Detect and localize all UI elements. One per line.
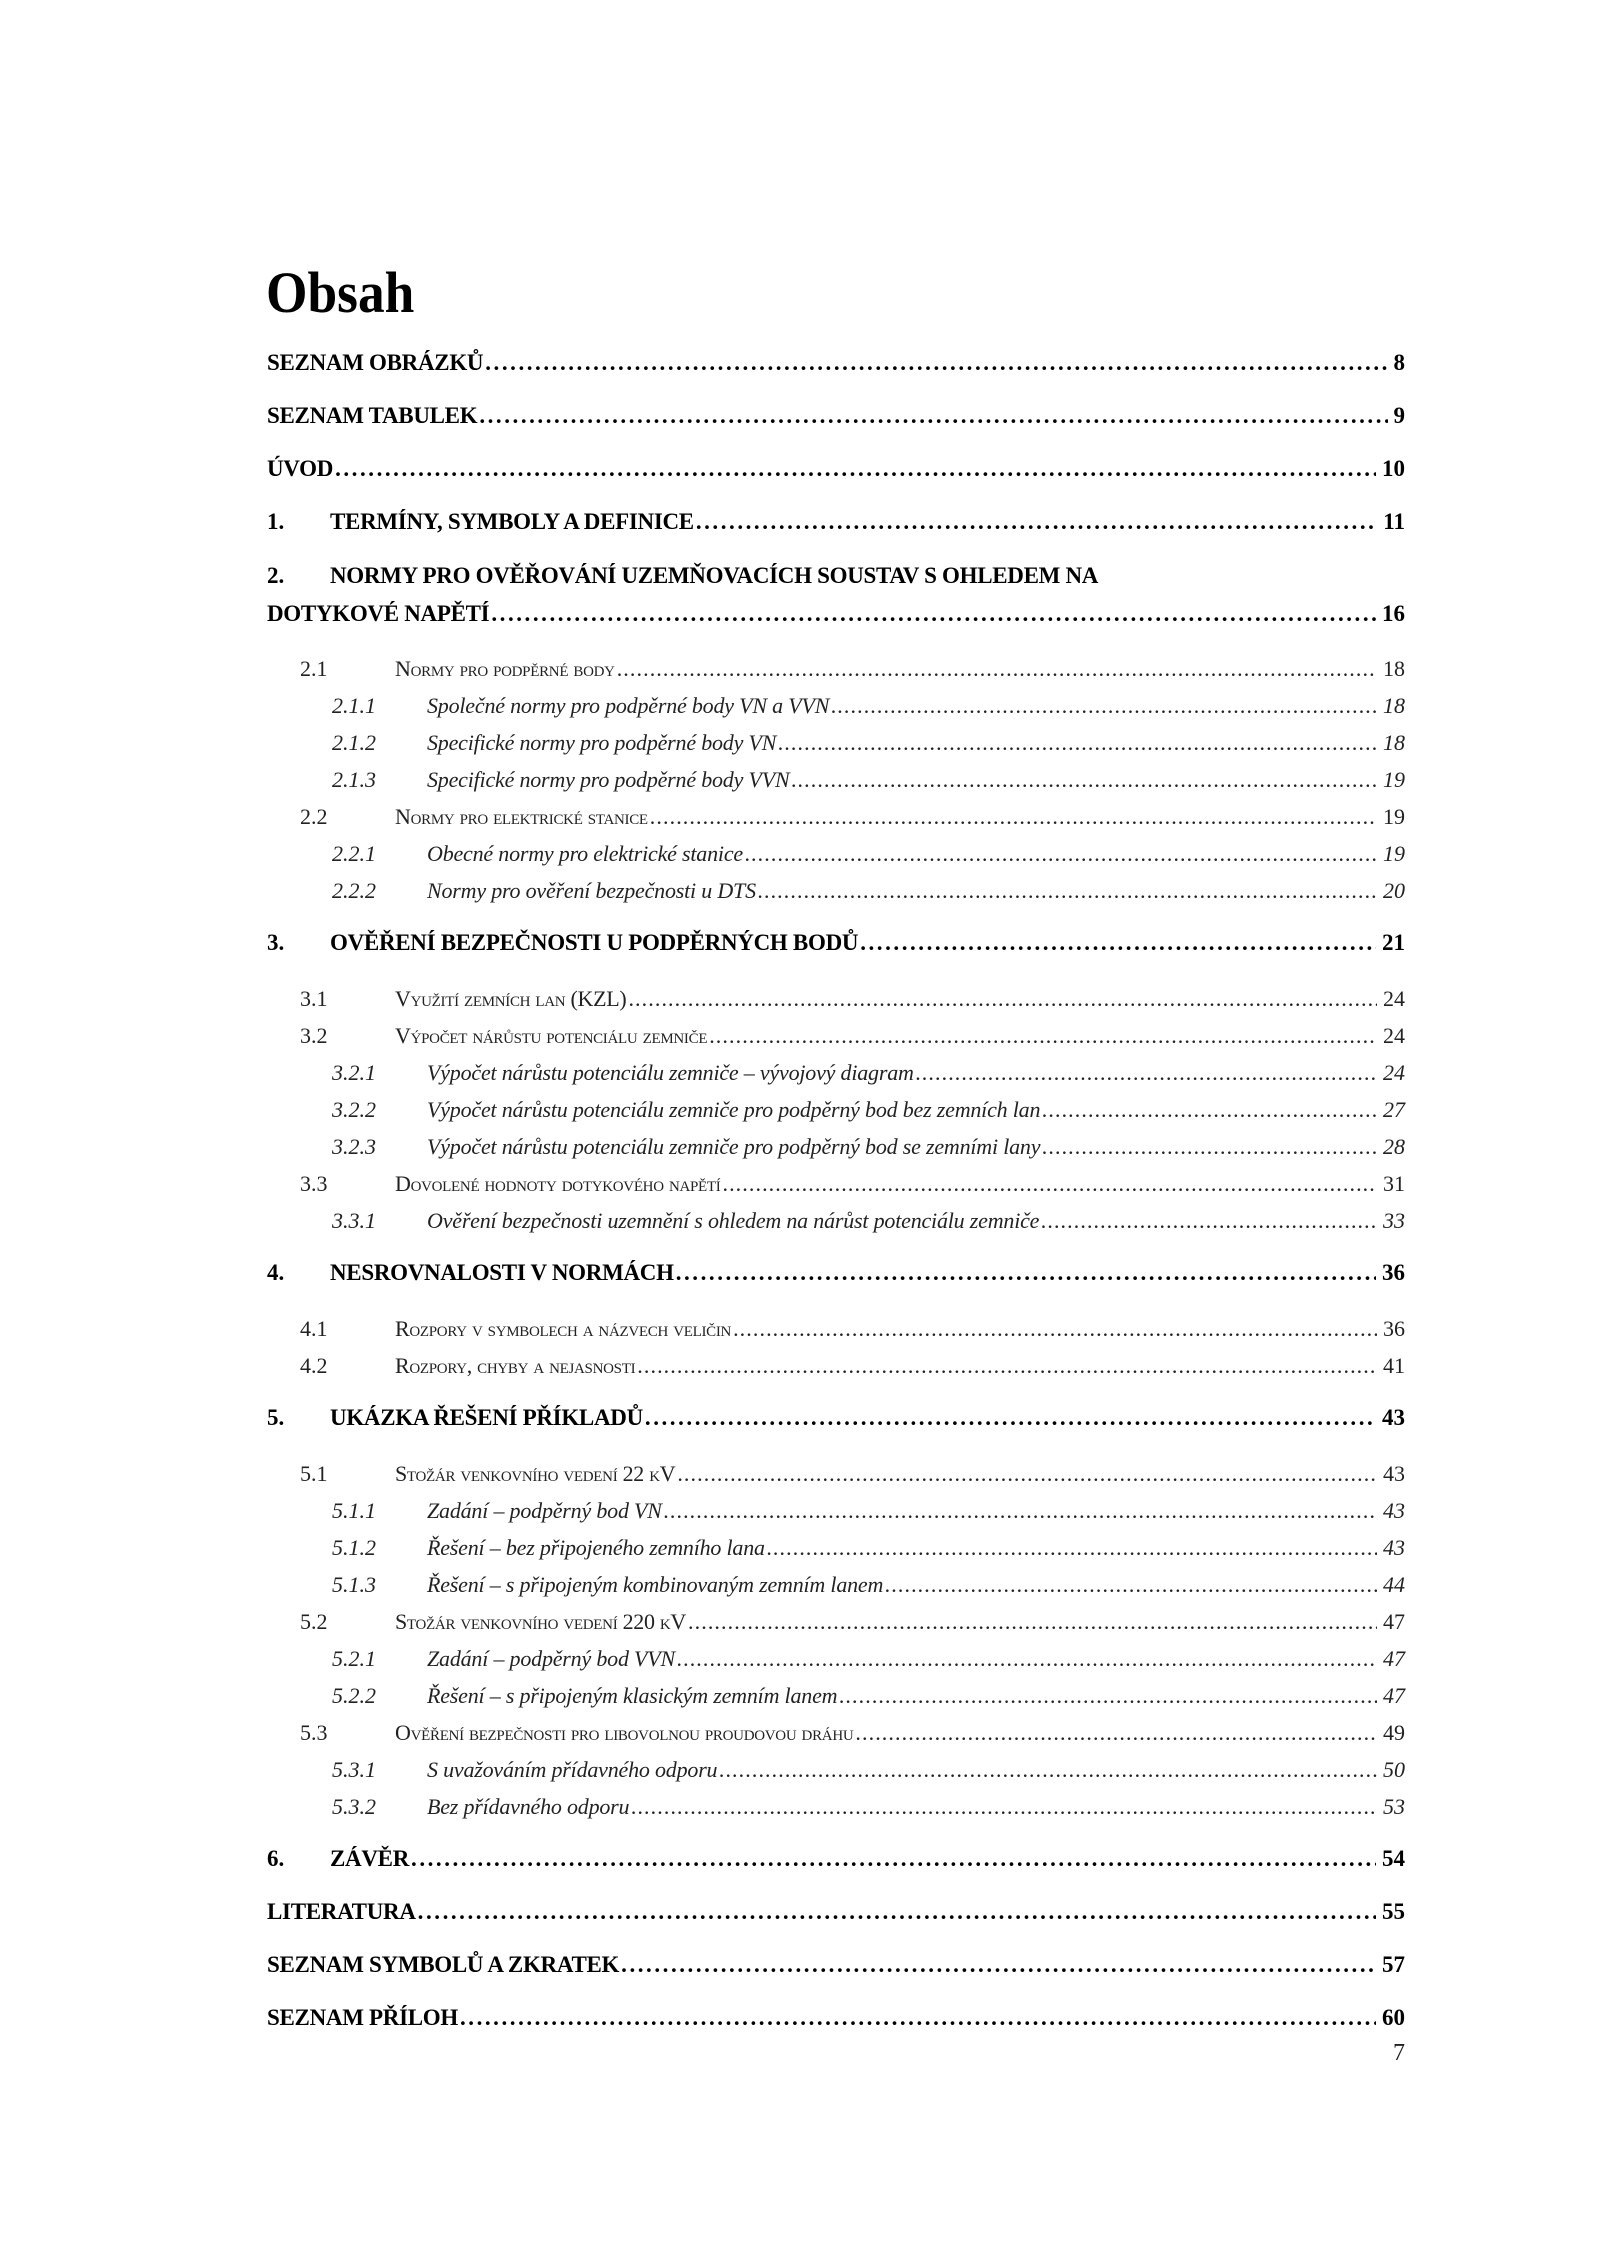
toc-entry-page: 36 [1383,1316,1405,1341]
dot-leader [479,403,1387,429]
dot-leader [1042,1134,1377,1160]
toc-entry-page: 49 [1383,1720,1405,1745]
toc-entry-2-2-1[interactable] [332,841,1405,867]
toc-entry-number: 4.1 [300,1316,328,1341]
toc-entry-2-1-2[interactable] [332,730,1405,756]
dot-leader [621,1952,1376,1978]
toc-entry-title: Výpočet nárůstu potenciálu zemniče [395,1023,708,1048]
toc-entry-title: LITERATURA [267,1899,416,1924]
dot-leader [916,1060,1377,1086]
toc-entry-title: Společné normy pro podpěrné body VN a VVN [427,693,830,718]
toc-entry-page: 54 [1382,1846,1405,1871]
dot-leader [491,601,1376,627]
toc-entry-number: 2.2.2 [332,878,376,903]
toc-entry-2-1-1[interactable] [332,693,1405,719]
dot-leader [418,1899,1376,1925]
toc-entry-title: Obecné normy pro elektrické stanice [427,841,743,866]
toc-entry-number: 3.3.1 [332,1208,376,1233]
toc-entry-page: 43 [1383,1498,1405,1523]
toc-entry-title: SEZNAM SYMBOLŮ A ZKRATEK [267,1952,620,1977]
toc-entry-number: 3.2.3 [332,1134,376,1159]
dot-leader [722,1171,1377,1197]
toc-entry-page: 24 [1383,1023,1405,1048]
toc-entry-title: Výpočet nárůstu potenciálu zemniče – vývojový diagram [427,1060,914,1085]
dot-leader [855,1720,1377,1746]
dot-leader [696,509,1377,535]
toc-entry-title: S uvažováním přídavného odporu [427,1757,718,1782]
dot-leader [860,930,1376,956]
toc-entry-title: Stožár venkovního vedení 220 kV [395,1609,687,1634]
toc-entry-page: 43 [1383,1461,1405,1486]
dot-leader [335,456,1376,482]
toc-entry-page: 18 [1383,656,1405,681]
toc-entry-title: ZÁVĚR [330,1846,410,1871]
dot-leader [1041,1208,1377,1234]
dot-leader [664,1498,1377,1524]
toc-entry-page: 50 [1383,1757,1405,1782]
toc-entry-page: 21 [1382,930,1405,955]
dot-leader [650,804,1377,830]
toc-entry-2-2[interactable] [300,804,1405,830]
dot-leader [767,1535,1377,1561]
toc-entry-title: Specifické normy pro podpěrné body VVN [427,767,790,792]
toc-entry-chapter-1[interactable] [267,509,1405,535]
toc-entry-number: 5.2 [300,1609,328,1634]
toc-entry-page: 24 [1383,986,1405,1011]
toc-entry-5-2[interactable] [300,1609,1405,1635]
toc-entry-number: 5.3 [300,1720,328,1745]
dot-leader [758,878,1377,904]
dot-leader [628,986,1377,1012]
dot-leader [688,1609,1377,1635]
toc-entry-5-1-1[interactable] [332,1498,1405,1524]
toc-entry-seznam-obrazku[interactable] [267,350,1405,376]
toc-entry-title: Stožár venkovního vedení 22 kV [395,1461,676,1486]
toc-entry-title: Zadání – podpěrný bod VN [427,1498,662,1523]
toc-entry-title: Specifické normy pro podpěrné body VN [427,730,777,755]
toc-entry-title: Zadání – podpěrný bod VVN [427,1646,675,1671]
toc-entry-title: ÚVOD [267,456,334,481]
dot-leader [677,1646,1377,1672]
toc-entry-number: 5.3.2 [332,1794,376,1819]
toc-entry-title: Rozpory v symbolech a názvech veličin [395,1316,732,1341]
toc-entry-number: 4.2 [300,1353,328,1378]
toc-entry-page: 47 [1383,1683,1405,1708]
dot-leader [460,2005,1376,2031]
dot-leader [617,656,1377,682]
toc-entry-number: 3.2 [300,1023,328,1048]
toc-entry-page: 18 [1383,693,1405,718]
toc-entry-title: SEZNAM PŘÍLOH [267,2005,458,2030]
dot-leader [411,1846,1376,1872]
toc-entry-number: 5.3.1 [332,1757,376,1782]
dot-leader [791,767,1377,793]
dot-leader [485,350,1387,376]
dot-leader [733,1316,1377,1342]
toc-entry-5-3[interactable] [300,1720,1405,1746]
toc-entry-number: 5.2.2 [332,1683,376,1708]
toc-entry-number: 2.1.1 [332,693,376,718]
toc-entry-title: Výpočet nárůstu potenciálu zemniče pro podpěrný bod se zemními lany [427,1134,1041,1159]
toc-entry-5-2-2[interactable] [332,1683,1405,1709]
toc-entry-number: 3. [267,930,285,955]
toc-entry-page: 43 [1383,1535,1405,1560]
toc-entry-5-3-2[interactable] [332,1794,1405,1820]
dot-leader [637,1353,1377,1379]
toc-entry-number: 3.2.2 [332,1097,376,1122]
toc-entry-number: 6. [267,1846,285,1871]
toc-entry-title-line2: DOTYKOVÉ NAPĚTÍ [267,601,490,626]
dot-leader [745,841,1377,867]
toc-entry-4-1[interactable] [300,1316,1405,1342]
toc-entry-2-1-3[interactable] [332,767,1405,793]
toc-entry-page: 24 [1383,1060,1405,1085]
toc-entry-title: Normy pro podpěrné body [395,656,615,681]
toc-entry-2-2-2[interactable] [332,878,1405,904]
toc-entry-page: 8 [1393,350,1405,375]
page-number: 7 [1393,2040,1405,2066]
toc-entry-3-3[interactable] [300,1171,1405,1197]
toc-entry-page: 41 [1383,1353,1405,1378]
toc-entry-5-3-1[interactable] [332,1757,1405,1783]
toc-entry-chapter-2[interactable] [267,563,1405,627]
toc-entry-seznam-tabulek[interactable] [267,403,1405,429]
toc-entry-3-1[interactable] [300,986,1405,1012]
toc-entry-title: Normy pro ověření bezpečnosti u DTS [427,878,756,903]
toc-entry-page: 31 [1383,1171,1405,1196]
toc-entry-page: 27 [1383,1097,1405,1122]
dot-leader [831,693,1377,719]
toc-entry-page: 36 [1382,1260,1405,1285]
toc-entry-3-2[interactable] [300,1023,1405,1049]
toc-entry-5-1-2[interactable] [332,1535,1405,1561]
toc-entry-number: 2.1.3 [332,767,376,792]
toc-entry-uvod[interactable] [267,456,1405,482]
toc-entry-5-1-3[interactable] [332,1572,1405,1598]
toc-entry-page: 28 [1383,1134,1405,1159]
toc-entry-number: 5.2.1 [332,1646,376,1671]
toc-entry-page: 60 [1382,2005,1405,2030]
toc-entry-number: 5.1 [300,1461,328,1486]
toc-entry-seznam-priloh[interactable] [267,2005,1405,2031]
toc-entry-page: 33 [1383,1208,1405,1233]
toc-entry-5-2-1[interactable] [332,1646,1405,1672]
toc-entry-page: 19 [1383,767,1405,792]
toc-entry-2-1[interactable] [300,656,1405,682]
toc-entry-title: Řešení – s připojeným klasickým zemním lanem [427,1683,838,1708]
toc-entry-number: 3.2.1 [332,1060,376,1085]
toc-entry-chapter-5[interactable] [267,1405,1405,1431]
toc-entry-number: 2.1 [300,656,328,681]
toc-entry-3-2-3[interactable] [332,1134,1405,1160]
page-title: Obsah [266,260,415,325]
dot-leader [778,730,1377,756]
toc-entry-chapter-4[interactable] [267,1260,1405,1286]
toc-entry-seznam-symbolu[interactable] [267,1952,1405,1978]
toc-entry-title: Rozpory, chyby a nejasnosti [395,1353,636,1378]
toc-entry-number: 3.1 [300,986,328,1011]
toc-entry-3-2-2[interactable] [332,1097,1405,1123]
toc-entry-number: 1. [267,509,285,534]
toc-entry-page: 57 [1382,1952,1405,1977]
toc-entry-page: 9 [1393,403,1405,428]
toc-entry-title: Řešení – s připojeným kombinovaným zemním lanem [427,1572,884,1597]
toc-entry-title-line1: NORMY PRO OVĚŘOVÁNÍ UZEMŇOVACÍCH SOUSTAV S OHLEDEM NA [330,563,1099,588]
toc-entry-page: 53 [1383,1794,1405,1819]
toc-entry-3-3-1[interactable] [332,1208,1405,1234]
toc-entry-number: 5.1.2 [332,1535,376,1560]
toc-entry-title: OVĚŘENÍ BEZPEČNOSTI U PODPĚRNÝCH BODŮ [330,930,859,955]
toc-entry-number: 2. [267,563,285,588]
toc-entry-title: SEZNAM TABULEK [267,403,478,428]
toc-entry-literatura[interactable] [267,1899,1405,1925]
dot-leader [1042,1097,1377,1123]
toc-entry-page: 47 [1383,1646,1405,1671]
toc-entry-page: 19 [1383,841,1405,866]
toc-entry-chapter-3[interactable] [267,930,1405,956]
toc-entry-5-1[interactable] [300,1461,1405,1487]
toc-entry-number: 5.1.3 [332,1572,376,1597]
toc-entry-page: 20 [1383,878,1405,903]
toc-entry-title: Výpočet nárůstu potenciálu zemniče pro podpěrný bod bez zemních lan [427,1097,1041,1122]
toc-entry-page: 43 [1382,1405,1405,1430]
toc-entry-4-2[interactable] [300,1353,1405,1379]
toc-entry-title: Dovolené hodnoty dotykového napětí [395,1171,721,1196]
toc-entry-number: 2.1.2 [332,730,376,755]
toc-entry-page: 19 [1383,804,1405,829]
toc-entry-title: Řešení – bez připojeného zemního lana [427,1535,765,1560]
toc-entry-title: TERMÍNY, SYMBOLY A DEFINICE [330,509,694,534]
toc-entry-page: 16 [1382,601,1405,626]
dot-leader [645,1405,1376,1431]
toc-entry-title: Ověření bezpečnosti pro libovolnou proudovou dráhu [395,1720,854,1745]
toc-entry-number: 5.1.1 [332,1498,376,1523]
toc-entry-title: NESROVNALOSTI V NORMÁCH [330,1260,674,1285]
toc-entry-title: Bez přídavného odporu [427,1794,630,1819]
dot-leader [709,1023,1377,1049]
toc-entry-chapter-6[interactable] [267,1846,1405,1872]
toc-entry-page: 47 [1383,1609,1405,1634]
toc-entry-number: 5. [267,1405,285,1430]
dot-leader [677,1461,1377,1487]
toc-entry-title: Normy pro elektrické stanice [395,804,648,829]
toc-entry-page: 55 [1382,1899,1405,1924]
toc-entry-3-2-1[interactable] [332,1060,1405,1086]
toc-entry-page: 10 [1382,456,1405,481]
dot-leader [719,1757,1377,1783]
toc-entry-number: 2.2 [300,804,328,829]
toc-entry-page: 18 [1383,730,1405,755]
toc-entry-number: 4. [267,1260,285,1285]
toc-entry-title: UKÁZKA ŘEŠENÍ PŘÍKLADŮ [330,1405,643,1430]
toc-entry-title: Ověření bezpečnosti uzemnění s ohledem na nárůst potenciálu zemniče [427,1208,1040,1233]
toc-entry-page: 44 [1383,1572,1405,1597]
toc-entry-page: 11 [1383,509,1405,534]
dot-leader [676,1260,1376,1286]
toc-entry-title: Využití zemních lan (KZL) [395,986,627,1011]
dot-leader [631,1794,1377,1820]
toc-entry-title: SEZNAM OBRÁZKŮ [267,350,484,375]
toc-entry-number: 3.3 [300,1171,328,1196]
dot-leader [885,1572,1377,1598]
dot-leader [839,1683,1377,1709]
toc-entry-number: 2.2.1 [332,841,376,866]
